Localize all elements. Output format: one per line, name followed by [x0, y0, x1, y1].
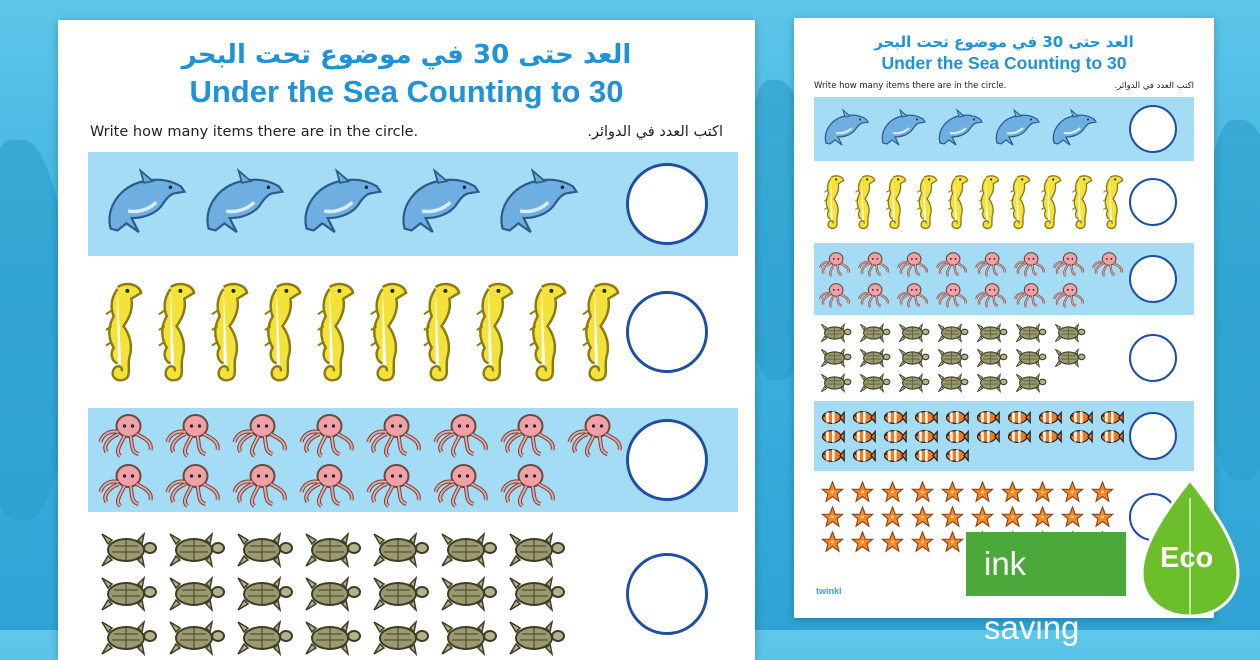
- ink-saving-badge: ink saving: [966, 532, 1126, 596]
- clownfish-icon: [975, 410, 1000, 425]
- starfish-icon: [880, 531, 905, 553]
- octopus-icon: [1091, 250, 1125, 278]
- starfish-icon: [940, 531, 965, 553]
- seahorse-icon: [1006, 172, 1033, 232]
- counting-row: [814, 97, 1194, 161]
- instruction-english: Write how many items there are in the circle.: [90, 124, 419, 140]
- creature-group: [814, 101, 1120, 157]
- seahorse-icon: [913, 172, 940, 232]
- turtle-icon: [436, 530, 498, 570]
- octopus-icon: [498, 412, 559, 458]
- title-arabic: العد حتى 30 في موضوع تحت البحر: [874, 33, 1134, 51]
- octopus-icon: [431, 412, 492, 458]
- answer-circle[interactable]: [1129, 334, 1177, 382]
- title-english: Under the Sea Counting to 30: [189, 74, 624, 109]
- dolphin-icon: [991, 101, 1041, 157]
- instruction-english: Write how many items there are in the circle.: [814, 81, 1007, 91]
- eco-label: Eco: [1160, 542, 1214, 574]
- clownfish-icon: [1068, 410, 1093, 425]
- starfish-icon: [850, 481, 875, 503]
- dolphin-icon: [100, 158, 188, 250]
- turtle-icon: [818, 347, 852, 369]
- dolphin-icon: [934, 101, 984, 157]
- seahorse-icon: [416, 276, 465, 388]
- turtle-icon: [436, 574, 498, 614]
- seahorse-icon: [575, 276, 624, 388]
- turtle-icon: [504, 530, 566, 570]
- clownfish-icon: [882, 448, 907, 463]
- dolphin-icon: [492, 158, 580, 250]
- seahorse-icon: [851, 172, 878, 232]
- creature-group: [814, 410, 1150, 463]
- turtle-icon: [96, 530, 158, 570]
- octopus-icon: [896, 250, 930, 278]
- octopus-icon: [896, 281, 930, 309]
- clownfish-icon: [851, 410, 876, 425]
- seahorse-icon: [1037, 172, 1064, 232]
- turtle-icon: [935, 372, 969, 394]
- counting-row: [88, 524, 738, 660]
- seahorse-icon: [310, 276, 359, 388]
- answer-circle[interactable]: [1129, 178, 1177, 226]
- clownfish-icon: [851, 429, 876, 444]
- octopus-icon: [1052, 281, 1086, 309]
- octopus-icon: [1013, 250, 1047, 278]
- starfish-icon: [880, 481, 905, 503]
- clownfish-icon: [1037, 410, 1062, 425]
- twinkl-logo: twinkl: [816, 586, 842, 596]
- octopus-icon: [163, 412, 224, 458]
- clownfish-icon: [1099, 429, 1124, 444]
- seahorse-icon: [151, 276, 200, 388]
- turtle-icon: [935, 347, 969, 369]
- seahorse-icon: [1068, 172, 1095, 232]
- answer-circle[interactable]: [626, 163, 708, 245]
- turtle-icon: [232, 574, 294, 614]
- starfish-icon: [850, 531, 875, 553]
- counting-row: [88, 408, 738, 512]
- turtle-icon: [857, 372, 891, 394]
- starfish-icon: [940, 506, 965, 528]
- clownfish-icon: [913, 410, 938, 425]
- octopus-icon: [297, 462, 358, 508]
- dolphin-icon: [394, 158, 482, 250]
- octopus-icon: [297, 412, 358, 458]
- counting-rows: [58, 152, 755, 660]
- turtle-icon: [896, 322, 930, 344]
- starfish-icon: [940, 481, 965, 503]
- turtle-icon: [896, 372, 930, 394]
- octopus-icon: [857, 281, 891, 309]
- turtle-icon: [1052, 347, 1086, 369]
- counting-row: [814, 321, 1194, 395]
- dolphin-icon: [296, 158, 384, 250]
- creature-group: [814, 172, 1130, 232]
- octopus-icon: [163, 462, 224, 508]
- turtle-icon: [164, 574, 226, 614]
- seahorse-icon: [882, 172, 909, 232]
- turtle-icon: [974, 347, 1008, 369]
- octopus-icon: [96, 412, 157, 458]
- starfish-icon: [970, 506, 995, 528]
- turtle-icon: [818, 372, 852, 394]
- octopus-icon: [96, 462, 157, 508]
- dolphin-icon: [198, 158, 286, 250]
- seahorse-icon: [522, 276, 571, 388]
- turtle-icon: [300, 574, 362, 614]
- turtle-icon: [1052, 322, 1086, 344]
- instruction-arabic: اكتب العدد في الدوائر.: [587, 124, 723, 140]
- dolphin-icon: [820, 101, 870, 157]
- starfish-icon: [910, 481, 935, 503]
- answer-circle[interactable]: [1129, 255, 1177, 303]
- octopus-icon: [974, 281, 1008, 309]
- clownfish-icon: [944, 448, 969, 463]
- instruction-arabic: اكتب العدد في الدوائر.: [1114, 81, 1194, 91]
- octopus-icon: [498, 462, 559, 508]
- worksheet-preview-large: [58, 20, 755, 660]
- octopus-icon: [230, 412, 291, 458]
- starfish-icon: [1030, 506, 1055, 528]
- octopus-icon: [818, 250, 852, 278]
- starfish-icon: [880, 506, 905, 528]
- starfish-icon: [1090, 481, 1115, 503]
- octopus-icon: [230, 462, 291, 508]
- clownfish-icon: [851, 448, 876, 463]
- counting-row: [814, 167, 1194, 237]
- instructions: [814, 81, 1194, 91]
- answer-circle[interactable]: [626, 291, 708, 373]
- turtle-icon: [504, 618, 566, 658]
- octopus-icon: [935, 250, 969, 278]
- counting-row: [88, 268, 738, 396]
- creature-group: [814, 322, 1118, 394]
- answer-circle[interactable]: [1129, 105, 1177, 153]
- creature-group: [88, 158, 610, 250]
- starfish-icon: [850, 506, 875, 528]
- starfish-icon: [970, 481, 995, 503]
- clownfish-icon: [944, 410, 969, 425]
- counting-row: [814, 401, 1194, 471]
- turtle-icon: [896, 347, 930, 369]
- seahorse-icon: [204, 276, 253, 388]
- turtle-icon: [96, 618, 158, 658]
- turtle-icon: [368, 530, 430, 570]
- turtle-icon: [164, 618, 226, 658]
- turtle-icon: [368, 618, 430, 658]
- clownfish-icon: [913, 429, 938, 444]
- turtle-icon: [232, 530, 294, 570]
- clownfish-icon: [882, 410, 907, 425]
- clownfish-icon: [1006, 429, 1031, 444]
- starfish-icon: [1000, 506, 1025, 528]
- starfish-icon: [1030, 481, 1055, 503]
- octopus-icon: [857, 250, 891, 278]
- octopus-icon: [565, 412, 626, 458]
- seahorse-icon: [975, 172, 1002, 232]
- octopus-icon: [364, 412, 425, 458]
- octopus-icon: [935, 281, 969, 309]
- starfish-icon: [1090, 506, 1115, 528]
- answer-circle[interactable]: [626, 553, 708, 635]
- turtle-icon: [857, 347, 891, 369]
- clownfish-icon: [820, 429, 845, 444]
- starfish-icon: [820, 506, 845, 528]
- octopus-icon: [364, 462, 425, 508]
- turtle-icon: [974, 322, 1008, 344]
- answer-circle[interactable]: [1129, 412, 1177, 460]
- turtle-icon: [300, 618, 362, 658]
- turtle-icon: [368, 574, 430, 614]
- seahorse-icon: [1099, 172, 1126, 232]
- clownfish-icon: [975, 429, 1000, 444]
- clownfish-icon: [944, 429, 969, 444]
- starfish-icon: [910, 506, 935, 528]
- turtle-icon: [857, 322, 891, 344]
- starfish-icon: [1000, 481, 1025, 503]
- starfish-icon: [820, 481, 845, 503]
- answer-circle[interactable]: [626, 419, 708, 501]
- octopus-icon: [1052, 250, 1086, 278]
- turtle-icon: [300, 530, 362, 570]
- seahorse-icon: [98, 276, 147, 388]
- clownfish-icon: [1068, 429, 1093, 444]
- creature-group: [88, 524, 576, 658]
- starfish-icon: [910, 531, 935, 553]
- title-english: Under the Sea Counting to 30: [881, 53, 1127, 73]
- turtle-icon: [1013, 372, 1047, 394]
- octopus-icon: [431, 462, 492, 508]
- instructions: [90, 124, 723, 140]
- seahorse-icon: [469, 276, 518, 388]
- dolphin-icon: [877, 101, 927, 157]
- clownfish-icon: [882, 429, 907, 444]
- title-arabic: العد حتى 30 في موضوع تحت البحر: [181, 40, 632, 70]
- starfish-icon: [1060, 506, 1085, 528]
- seahorse-icon: [363, 276, 412, 388]
- clownfish-icon: [820, 410, 845, 425]
- creature-group: [88, 276, 638, 388]
- creature-group: [88, 412, 636, 508]
- turtle-icon: [504, 574, 566, 614]
- octopus-icon: [974, 250, 1008, 278]
- turtle-icon: [436, 618, 498, 658]
- starfish-icon: [1060, 481, 1085, 503]
- turtle-icon: [1013, 322, 1047, 344]
- clownfish-icon: [1099, 410, 1124, 425]
- creature-group: [814, 250, 1138, 309]
- dolphin-icon: [1048, 101, 1098, 157]
- turtle-icon: [1013, 347, 1047, 369]
- seahorse-icon: [944, 172, 971, 232]
- counting-row: [814, 243, 1194, 315]
- clownfish-icon: [913, 448, 938, 463]
- clownfish-icon: [1037, 429, 1062, 444]
- turtle-icon: [818, 322, 852, 344]
- seahorse-icon: [257, 276, 306, 388]
- turtle-icon: [96, 574, 158, 614]
- clownfish-icon: [1006, 410, 1031, 425]
- turtle-icon: [935, 322, 969, 344]
- counting-row: [88, 152, 738, 256]
- seahorse-icon: [820, 172, 847, 232]
- octopus-icon: [818, 281, 852, 309]
- octopus-icon: [1013, 281, 1047, 309]
- clownfish-icon: [820, 448, 845, 463]
- starfish-icon: [820, 531, 845, 553]
- turtle-icon: [974, 372, 1008, 394]
- turtle-icon: [164, 530, 226, 570]
- turtle-icon: [232, 618, 294, 658]
